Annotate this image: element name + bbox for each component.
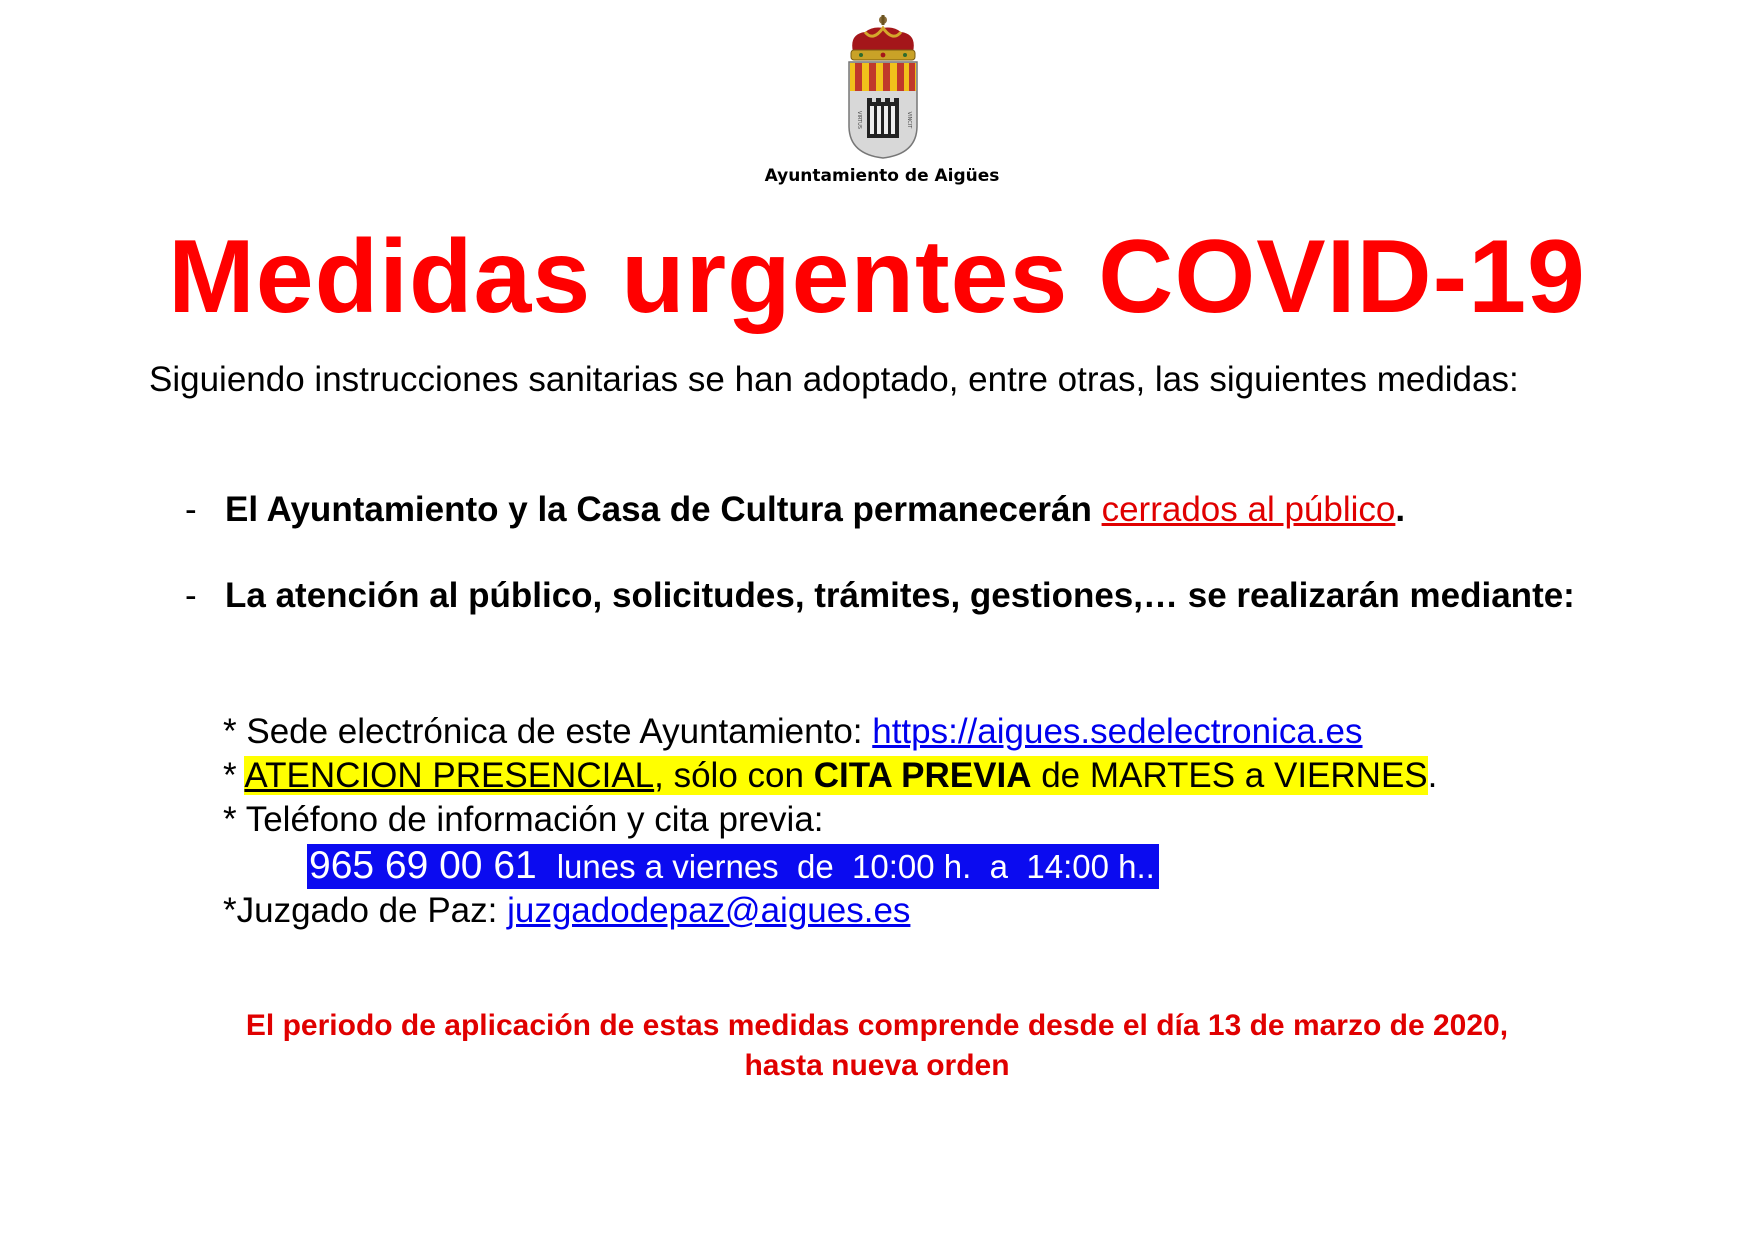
juzgado-line (223, 889, 1437, 933)
presencial-period: . (1427, 756, 1438, 795)
bullet-dash: - (185, 490, 197, 529)
presencial-highlight (244, 756, 1427, 795)
bullet-end: . (1395, 490, 1406, 529)
phone-number[interactable]: 965 69 00 61 (309, 844, 537, 887)
sede-line (223, 710, 1437, 754)
bullet-text: La atención al público, solicitudes, trámites, gestiones,… se realizarán mediante: (225, 576, 1575, 615)
phone-highlight (307, 844, 1159, 889)
closed-to-public-highlight: cerrados al público (1101, 490, 1396, 529)
bullet-dash: - (185, 576, 197, 615)
crown-icon (851, 15, 915, 60)
juzgado-email-link[interactable]: juzgadodepaz@aigues.es (507, 891, 911, 930)
sede-label: * Sede electrónica de este Ayuntamiento: (223, 712, 873, 751)
phone-label-line: * Teléfono de información y cita previa: (223, 800, 824, 839)
cita-previa-label: CITA PREVIA (813, 756, 1032, 795)
presencial-mid: , sólo con (654, 756, 814, 795)
crest-text-right: VINCIT (906, 111, 912, 129)
presencial-label: ATENCION PRESENCIAL (244, 756, 655, 795)
bullet-attention-methods (149, 574, 1612, 618)
coat-of-arms-logo (843, 14, 923, 160)
crest-text-left: VIRTUS (856, 111, 862, 129)
phone-hours: lunes a viernes de 10:00 h. a 14:00 h.. (556, 848, 1155, 885)
intro-paragraph: Siguiendo instrucciones sanitarias se han adoptado, entre otras, las siguientes medidas: (149, 360, 1519, 399)
sede-link[interactable]: https://aigues.sedelectronica.es (872, 712, 1363, 751)
bullet-closed-offices (149, 488, 1612, 532)
shield-icon (849, 62, 917, 158)
presencial-line (223, 754, 1437, 798)
organization-name: Ayuntamiento de Aigües (764, 166, 1000, 186)
bullet-text: El Ayuntamiento y la Casa de Cultura permanecerán (225, 490, 1102, 529)
footer-line-1: El periodo de aplicación de estas medidas comprende desde el día 13 de marzo de 2020, (245, 1009, 1509, 1042)
footer-notice (0, 1006, 1754, 1086)
presencial-prefix: * (223, 756, 245, 795)
page-title: Medidas urgentes COVID-19 (168, 219, 1586, 335)
juzgado-label: *Juzgado de Paz: (223, 891, 508, 930)
footer-line-2: hasta nueva orden (744, 1049, 1010, 1082)
presencial-days: de MARTES a VIERNES (1031, 756, 1428, 795)
contact-channels (223, 710, 1437, 933)
